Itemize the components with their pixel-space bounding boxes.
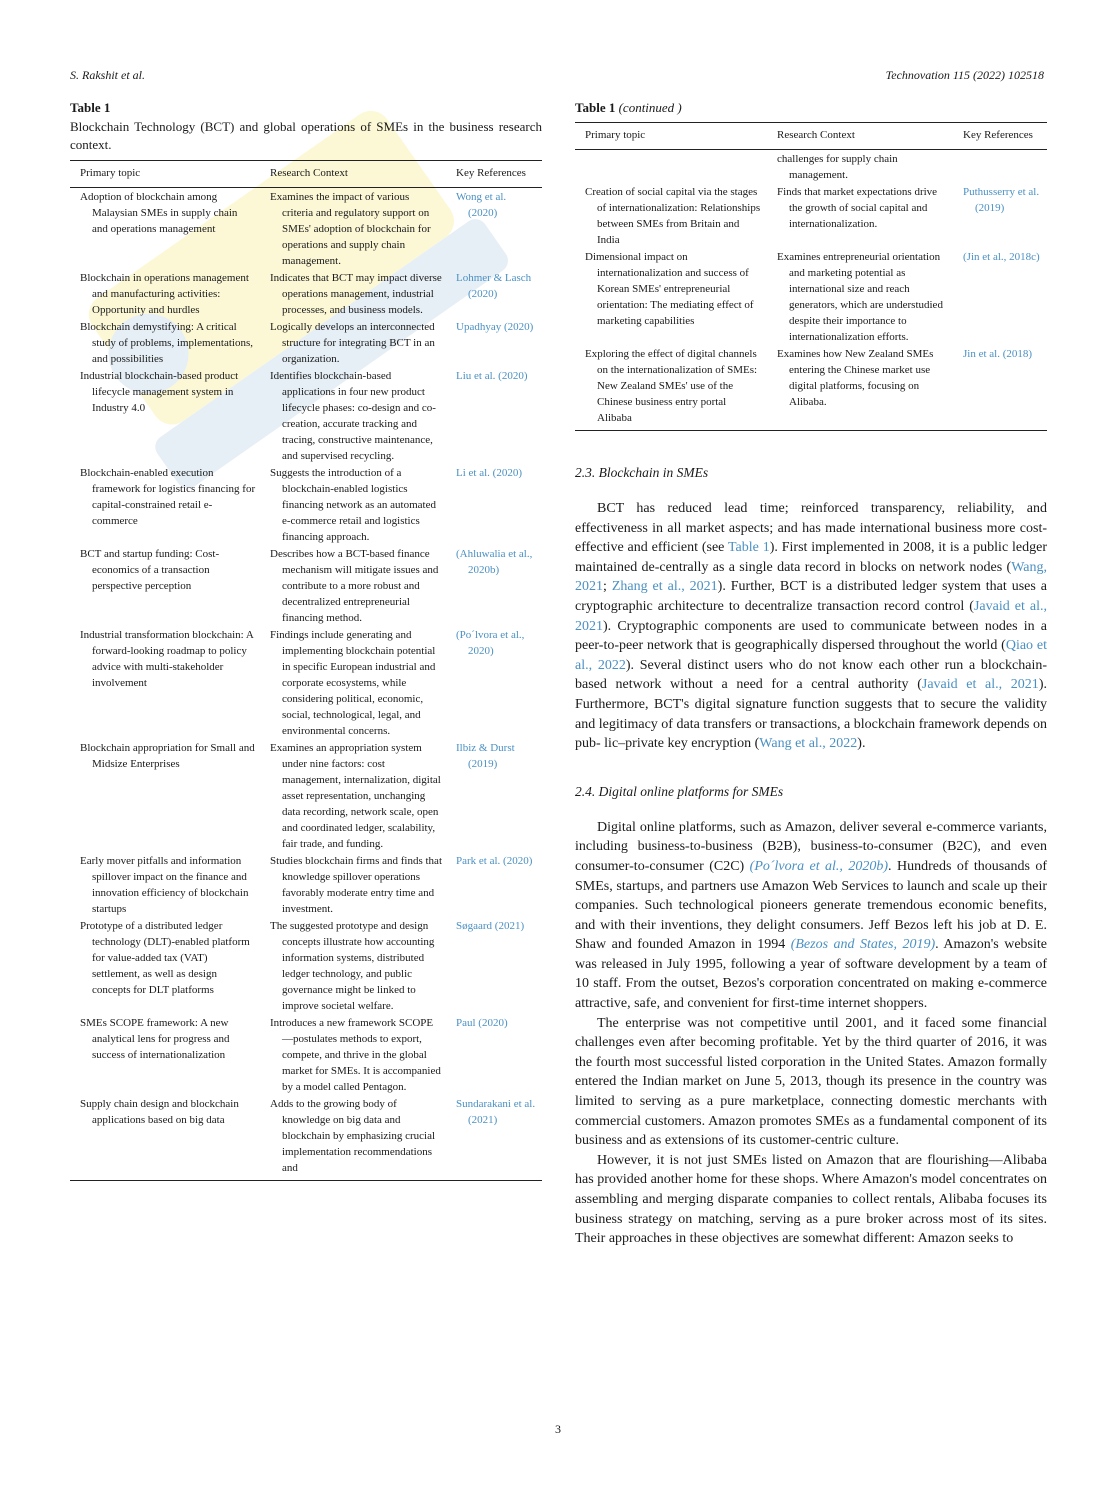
context-cell: Describes how a BCT-based finance mechanism will mitigate issues and contribute to a more robust and decentralized entrepreneurial financing method.	[270, 548, 439, 624]
table-1-continued	[575, 122, 1047, 431]
context-cell: Indicates that BCT may impact diverse operations management, industrial processes, and business models.	[270, 272, 442, 316]
context-cell: Findings include generating and implementing blockchain potential in specific European industrial and corporate ecosystems, while considering political, economic, social, technological, legal, and environmental concerns.	[270, 629, 436, 737]
citation-link[interactable]: (Po´lvora et al., 2020b)	[749, 858, 889, 874]
citation-link[interactable]: Javaid et al., 2021	[921, 677, 1039, 693]
context-cell: Examines how New Zealand SMEs entering the Chinese market use digital platforms, focusing on Alibaba.	[767, 345, 953, 431]
topic-cell: BCT and startup funding: Cost-economics of a transaction perspective perception	[80, 548, 220, 592]
context-cell: The suggested prototype and design concepts illustrate how accounting information systems, distributed ledger technology, and public governance might be linked to improve societal welfare.	[270, 920, 435, 1012]
running-header-author: S. Rakshit et al.	[70, 68, 145, 82]
refs-cell[interactable]: Li et al. (2020)	[456, 467, 522, 479]
context-cell: Examines the impact of various criteria and regulatory support on SMEs' adoption of blockchain for operations and supply chain management.	[270, 191, 431, 267]
table-caption: Blockchain Technology (BCT) and global operations of SMEs in the business research context.	[70, 119, 542, 152]
section-2-3	[575, 465, 1047, 754]
context-cell: challenges for supply chain management.	[777, 153, 898, 181]
citation-link[interactable]: Table 1	[727, 540, 770, 556]
refs-cell[interactable]: (Po´lvora et al., 2020)	[456, 629, 525, 657]
citation-link[interactable]: (Bezos and States, 2019)	[790, 937, 936, 953]
refs-cell[interactable]: Puthusserry et al. (2019)	[963, 186, 1040, 214]
refs-cell[interactable]: Liu et al. (2020)	[456, 370, 528, 382]
refs-cell[interactable]: Jin et al. (2018)	[953, 345, 1047, 431]
paragraph: The enterprise was not competitive until 2001, and it faced some financial challenges even after becoming profitable. Yet by the third quarter of 2016, it was the fourth most successful listed corporation in the United States. Amazon formally entered the Indian market on June 5, 2013, though its presence in the country was limited to serving as a pure marketplace, connecting domestic merchants with commercial customers. Amazon promotes SMEs as a fundamental component of its business and as extensions of its customer-centric culture.	[575, 1015, 1047, 1149]
col-header-topic: Primary topic	[575, 123, 767, 150]
table-row	[70, 1014, 542, 1095]
refs-cell[interactable]: Paul (2020)	[456, 1017, 508, 1029]
running-header-journal: Technovation 115 (2022) 102518	[885, 68, 1044, 82]
table-row	[70, 1095, 542, 1181]
topic-cell: Industrial transformation blockchain: A forward-looking roadmap to policy advice with multi-stakeholder involvement	[80, 629, 254, 689]
refs-cell[interactable]: Park et al. (2020)	[456, 855, 533, 867]
topic-cell: Blockchain in operations management and manufacturing activities: Opportunity and hurdles	[80, 272, 249, 316]
col-header-refs: Key References	[953, 123, 1047, 150]
citation-link[interactable]: Wang, 2021	[575, 559, 1047, 595]
topic-cell: SMEs SCOPE framework: A new analytical lens for progress and success of internationalization	[80, 1017, 230, 1061]
topic-cell: Blockchain demystifying: A critical study of problems, implementations, and possibilities	[80, 321, 254, 365]
context-cell: Examines an appropriation system under nine factors: cost management, internalization, digital asset representation, unchanging data recording, network scale, open and coordinated ledger, scalability, fair trade, and funding.	[270, 742, 441, 850]
right-column	[575, 100, 1047, 1249]
paragraph: Digital online platforms, such as Amazon, deliver several e-commerce variants, including business-to-business (B2B), business-to-consumer (B2C), and even consumer-to-consumer (C2C) (Po´lvora et al., 2020b). Hundreds of thousands of SMEs, startups, and partners use Amazon Web Services to launch and scale up their companies. Such technological pioneers generate tremendous economic benefits, and with their inventions, they delight consumers. Jeff Bezos left his job at D. E. Shaw and founded Amazon in 1994 (Bezos and States, 2019). Amazon's website was released in July 1995, following a year of software development by a team of 10 staff. From the outset, Bezos's corporation concentrated on making e-commerce attractive, safe, and convenient for first-time internet shoppers.	[575, 819, 1047, 1012]
refs-cell[interactable]: Wong et al. (2020)	[456, 191, 507, 219]
topic-cell: Exploring the effect of digital channels on the internationalization of SMEs: New Zealand SMEs' use of the Chinese business entry portal Alibaba	[575, 345, 767, 431]
left-column	[70, 100, 542, 1181]
table-row	[70, 917, 542, 1014]
refs-cell[interactable]: (Jin et al., 2018c)	[963, 251, 1040, 263]
table-title-continued: Table 1 (continued )	[575, 100, 682, 115]
col-header-topic: Primary topic	[70, 161, 260, 188]
section-heading: 2.3. Blockchain in SMEs	[575, 465, 709, 480]
refs-cell[interactable]	[953, 150, 1047, 184]
topic-cell: Adoption of blockchain among Malaysian SMEs in supply chain and operations management	[80, 191, 238, 235]
col-header-context: Research Context	[260, 161, 446, 188]
page-number: 3	[555, 1422, 561, 1436]
refs-cell[interactable]: Søgaard (2021)	[456, 920, 525, 932]
topic-cell: Prototype of a distributed ledger technology (DLT)-enabled platform for value-added tax (VAT) settlement, as well as design concepts for DLT platforms	[80, 920, 250, 996]
table-row	[70, 269, 542, 318]
table-row	[575, 183, 1047, 248]
refs-cell[interactable]: Upadhyay (2020)	[456, 321, 534, 333]
table-row	[575, 248, 1047, 345]
section-heading: 2.4. Digital online platforms for SMEs	[575, 783, 784, 799]
table-title: Table 1	[70, 100, 111, 115]
table-row	[70, 188, 542, 270]
citation-link[interactable]: Javaid et al., 2021	[575, 598, 1047, 634]
table-row	[70, 367, 542, 464]
context-cell: Examines entrepreneurial orientation and marketing potential as international size and reach generators, which are understudied despite their importance to internationalization efforts.	[777, 251, 943, 343]
refs-cell[interactable]: Sundarakani et al. (2021)	[446, 1095, 542, 1181]
refs-cell[interactable]: Ilbiz & Durst (2019)	[456, 742, 515, 770]
citation-link[interactable]: Wang et al., 2022	[759, 736, 858, 752]
context-cell: Finds that market expectations drive the growth of social capital and internationalization.	[777, 186, 938, 230]
topic-cell: Dimensional impact on internationalization and success of Korean SMEs' entrepreneurial orientation: The mediating effect of marketing capabilities	[585, 251, 754, 327]
topic-cell: Blockchain appropriation for Small and Midsize Enterprises	[80, 742, 255, 770]
topic-cell: Industrial blockchain-based product lifecycle management system in Industry 4.0	[80, 370, 239, 414]
table-row	[575, 150, 1047, 184]
table-row	[70, 464, 542, 545]
context-cell: Identifies blockchain-based applications in four new product lifecycle phases: co-design and co-creation, accurate tracking and tracing, constructive maintenance, and supervised recycling.	[270, 370, 436, 462]
topic-cell: Creation of social capital via the stages of internationalization: Relationships between SMEs from Britain and India	[585, 186, 761, 246]
paragraph: BCT has reduced lead time; reinforced transparency, reliability, and effectiveness in all market aspects; and has made international business more cost-effective and efficient (see Table 1). First implemented in 2008, it is a public ledger maintained de-centrally as a single data record in blocks on network nodes (Wang, 2021; Zhang et al., 2021). Further, BCT is a distributed ledger system that uses a cryptographic architecture to decentralize transaction record control (Javaid et al., 2021). Cryptographic components are used to communicate between nodes in a peer-to-peer network that is geographically dispersed throughout the world (Qiao et al., 2022). Several distinct users who do not know each other run a blockchain-based network without a need for a central authority (Javaid et al., 2021). Furthermore, BCT's digital signature function suggests that to secure the validity and legitimacy of data transfers or transactions, a blockchain framework depends on pub- lic–private key encryption (Wang et al., 2022).	[575, 501, 1047, 752]
refs-cell[interactable]: Lohmer & Lasch (2020)	[456, 272, 532, 300]
table-row	[70, 626, 542, 739]
table-row	[70, 852, 542, 917]
context-cell: Studies blockchain firms and finds that knowledge spillover operations favorably moderate entry time and investment.	[270, 855, 442, 915]
table-row	[70, 318, 542, 367]
table-1	[70, 160, 542, 1181]
topic-cell	[575, 150, 767, 184]
topic-cell: Blockchain-enabled execution framework for logistics financing for capital-constrained retail e-commerce	[80, 467, 256, 527]
section-2-4	[575, 784, 1047, 1249]
topic-cell: Supply chain design and blockchain applications based on big data	[70, 1095, 260, 1181]
col-header-refs: Key References	[446, 161, 542, 188]
continued-label: (continued )	[618, 100, 682, 115]
citation-link[interactable]: Zhang et al., 2021	[611, 579, 718, 595]
refs-cell[interactable]: (Ahluwalia et al., 2020b)	[456, 548, 533, 576]
table-row	[575, 345, 1047, 431]
col-header-context: Research Context	[767, 123, 953, 150]
citation-link[interactable]: Qiao et al., 2022	[575, 638, 1047, 673]
table-row	[70, 739, 542, 852]
context-cell: Adds to the growing body of knowledge on big data and blockchain by emphasizing crucial implementation recommendations and	[260, 1095, 446, 1181]
context-cell: Suggests the introduction of a blockchain-enabled logistics financing network as an automated e-commerce retail and logistics financing approach.	[270, 467, 436, 543]
topic-cell: Early mover pitfalls and information spillover impact on the finance and innovation efficiency of blockchain startups	[80, 855, 249, 915]
context-cell: Logically develops an interconnected structure for integrating BCT in an organization.	[270, 321, 435, 365]
table-row	[70, 545, 542, 626]
paragraph: However, it is not just SMEs listed on Amazon that are flourishing—Alibaba has provided another home for these shops. Where Amazon's model concentrates on assembling and merging disparate companies to collect rentals, Alibaba focuses its business strategy on matching, serving as a pure broker across most of its sites. Their approaches in these objectives are somewhat different: Amazon seeks to	[575, 1152, 1047, 1247]
context-cell: Introduces a new framework SCOPE—postulates methods to export, compete, and thrive in the global market for SMEs. It is accompanied by a model called Pentagon.	[270, 1017, 441, 1093]
